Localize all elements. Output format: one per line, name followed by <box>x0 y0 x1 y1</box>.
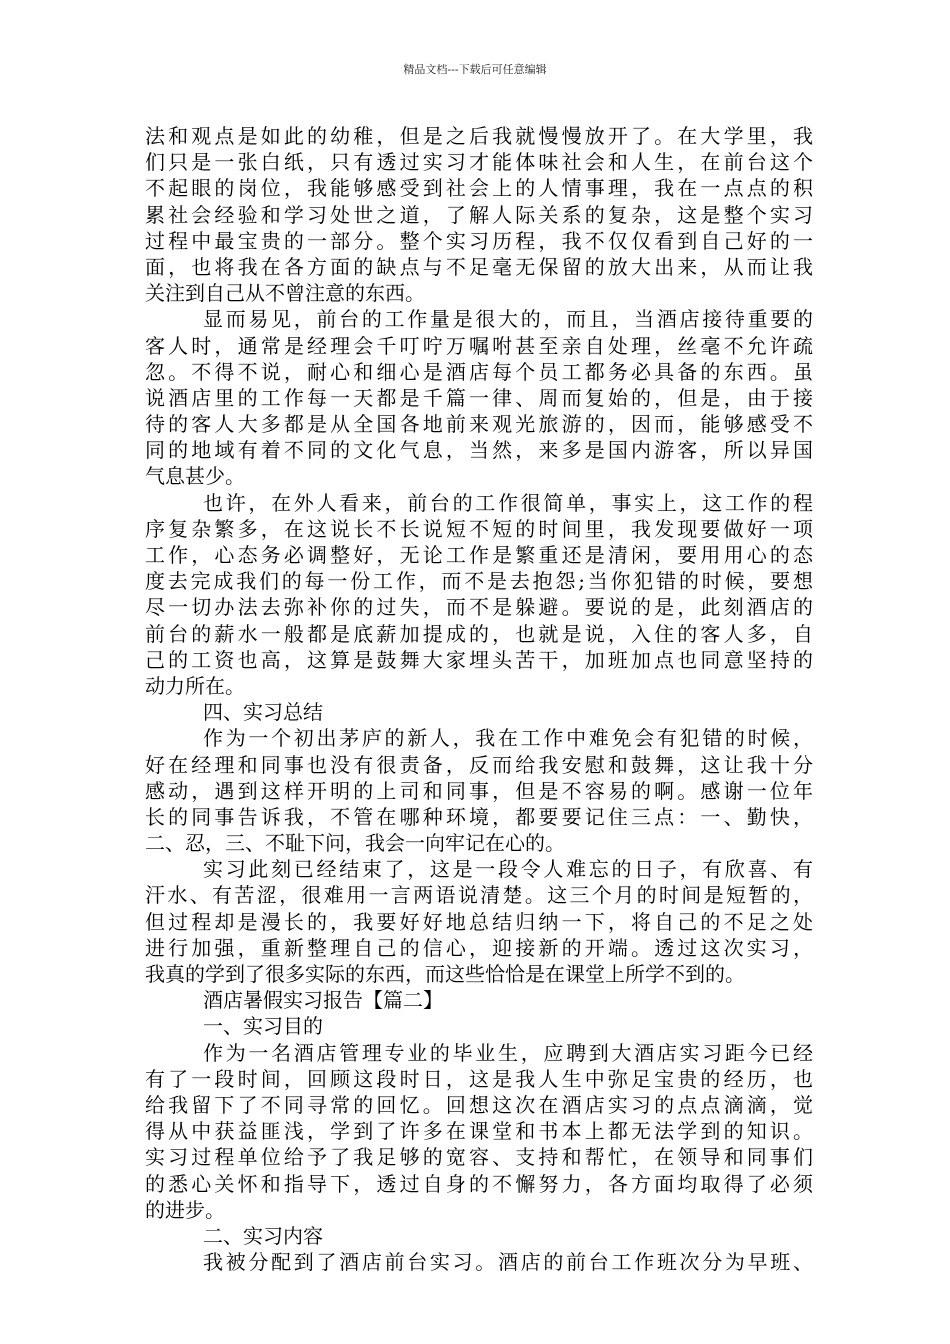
text-line: 感动，遇到这样开明的上司和同事，但是不容易的啊。感谢一位年 <box>145 778 813 803</box>
text-line: 关注到自己从不曾注意的东西。 <box>145 281 425 306</box>
text-line: 们只是一张白纸，只有透过实习才能体味社会和人生，在前台这个 <box>145 150 813 175</box>
text-line: 长的同事告诉我，不管在哪种环境，都要要记住三点：一、勤快， <box>145 804 813 829</box>
text-line: 尽一切办法去弥补你的过失，而不是躲避。要说的是，此刻酒店的 <box>145 595 813 620</box>
text-line: 我真的学到了很多实际的东西，而这些恰恰是在课堂上所学不到的。 <box>145 962 745 986</box>
text-line: 己的工资也高，这算是鼓舞大家埋头苦干，加班加点也同意坚持的 <box>145 647 813 672</box>
text-line: 作为一名酒店管理专业的毕业生，应聘到大酒店实习距今已经 <box>203 1040 813 1065</box>
text-line: 也许，在外人看来，前台的工作很简单，事实上，这工作的程 <box>203 490 813 515</box>
text-line: 有了一段时间，回顾这段时日，这是我人生中弥足宝贵的经历，也 <box>145 1066 813 1091</box>
text-line: 一、实习目的 <box>203 1014 323 1039</box>
text-line: 实习此刻已经结束了，这是一段令人难忘的日子，有欣喜、有 <box>203 857 813 882</box>
text-line: 进行加强，重新整理自己的信心，迎接新的开端。透过这次实习， <box>145 935 813 960</box>
text-line: 序复杂繁多，在这说长不长说短不短的时间里，我发现要做好一项 <box>145 516 813 541</box>
text-line: 得从中获益匪浅，学到了许多在课堂和书本上都无法学到的知识。 <box>145 1119 813 1144</box>
text-line: 好在经理和同事也没有很责备，反而给我安慰和鼓舞，这让我十分 <box>145 752 813 777</box>
text-line: 忽。不得不说，耐心和细心是酒店每个员工都务必具备的东西。虽 <box>145 359 813 384</box>
text-line: 说酒店里的工作每一天都是千篇一律、周而复始的，但是，由于接 <box>145 385 813 410</box>
text-line: 二、忍，三、不耻下问，我会一向牢记在心的。 <box>145 831 565 856</box>
text-line: 度去完成我们的每一份工作，而不是去抱怨;当你犯错的时候，要想 <box>145 569 813 594</box>
text-line: 过程中最宝贵的一部分。整个实习历程，我不仅仅看到自己好的一 <box>145 228 813 253</box>
text-line: 四、实习总结 <box>203 700 323 725</box>
text-line: 待的客人大多都是从全国各地前来观光旅游的，因而，能够感受不 <box>145 412 813 437</box>
text-line: 显而易见，前台的工作量是很大的，而且，当酒店接待重要的 <box>203 307 813 332</box>
text-line: 二、实习内容 <box>203 1223 323 1248</box>
text-line: 汗水、有苦涩，很难用一言两语说清楚。这三个月的时间是短暂的， <box>145 883 813 908</box>
text-line: 作为一个初出茅庐的新人，我在工作中难免会有犯错的时候， <box>203 726 813 751</box>
text-line: 同的地域有着不同的文化气息，当然，来多是国内游客，所以异国 <box>145 438 813 463</box>
text-line: 法和观点是如此的幼稚，但是之后我就慢慢放开了。在大学里，我 <box>145 124 813 148</box>
text-line: 给我留下了不同寻常的回忆。回想这次在酒店实习的点点滴滴，觉 <box>145 1092 813 1117</box>
document-body <box>145 123 813 1275</box>
text-line: 但过程却是漫长的，我要好好地总结归纳一下，将自己的不足之处 <box>145 909 813 934</box>
text-line: 工作，心态务必调整好，无论工作是繁重还是清闲，要用用心的态 <box>145 543 813 567</box>
text-line: 气息甚少。 <box>145 464 245 489</box>
text-line: 实习过程单位给予了我足够的宽容、支持和帮忙，在领导和同事们 <box>145 1145 813 1170</box>
text-line: 面，也将我在各方面的缺点与不足毫无保留的放大出来，从而让我 <box>145 254 813 279</box>
text-line: 酒店暑假实习报告【篇二】 <box>203 988 443 1013</box>
text-line: 的悉心关怀和指导下，透过自身的不懈努力，各方面均取得了必须 <box>145 1171 813 1196</box>
text-line: 我被分配到了酒店前台实习。酒店的前台工作班次分为早班、 <box>203 1250 813 1275</box>
text-line: 的进步。 <box>145 1197 225 1222</box>
text-line: 动力所在。 <box>145 673 245 698</box>
text-line: 不起眼的岗位，我能够感受到社会上的人情事理，我在一点点的积 <box>145 176 813 201</box>
text-line: 前台的薪水一般都是底薪加提成的，也就是说，入住的客人多，自 <box>145 621 813 646</box>
text-line: 累社会经验和学习处世之道，了解人际关系的复杂，这是整个实习 <box>145 202 813 227</box>
page-header: 精品文档---下载后可任意编辑 <box>403 63 547 76</box>
text-line: 客人时，通常是经理会千叮咛万嘱咐甚至亲自处理，丝毫不允许疏 <box>145 333 813 358</box>
